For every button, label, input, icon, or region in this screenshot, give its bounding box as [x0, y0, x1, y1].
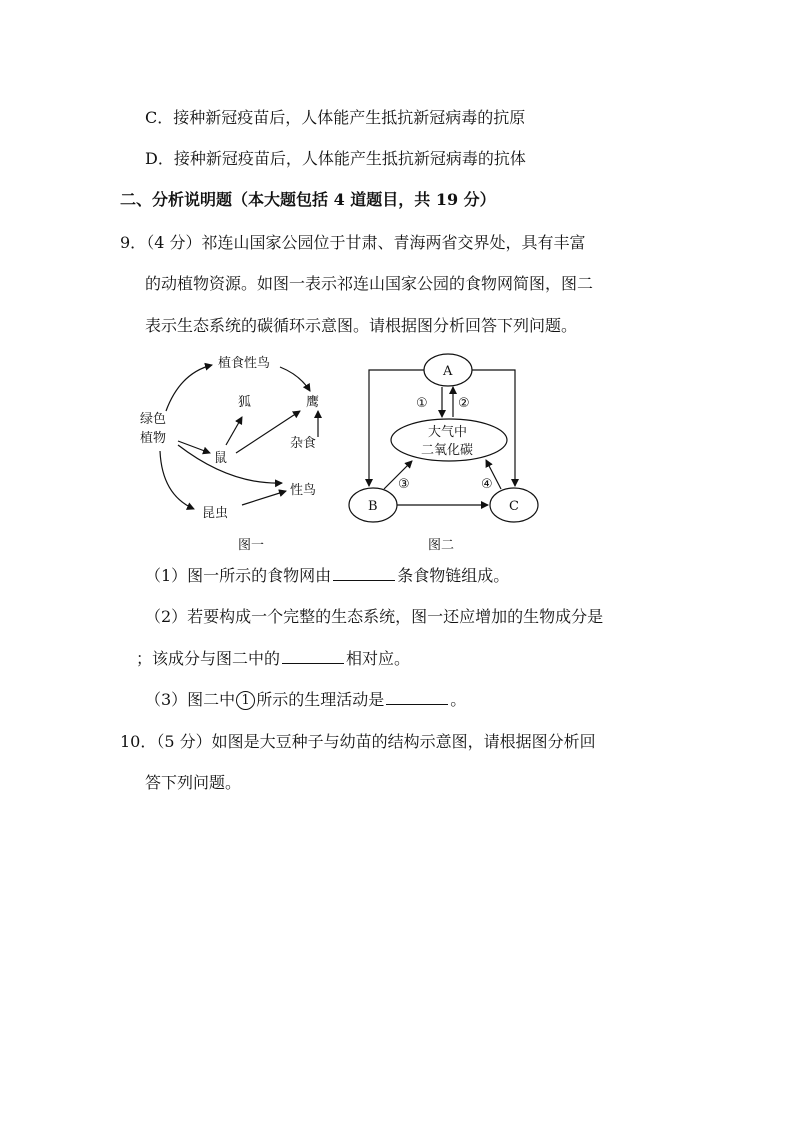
q9-stem-line3: 表示生态系统的碳循环示意图。请根据图分析回答下列问题。: [145, 316, 578, 335]
node-omnivore-bird-line2: 性鸟: [290, 483, 317, 498]
arrow-label-4: ④: [481, 477, 493, 492]
option-c: C．接种新冠疫苗后，人体能产生抵抗新冠病毒的抗原: [145, 108, 526, 127]
arrow-a-to-b: [369, 370, 424, 486]
node-eagle: 鹰: [306, 395, 320, 410]
q9-sub1-text-a: （1）图一所示的食物网由: [145, 566, 332, 585]
node-plant-line2: 植物: [140, 431, 167, 446]
q9-sub2-blank[interactable]: [282, 649, 344, 664]
figure1-food-web: [130, 345, 340, 555]
arrow-mouse-fox: [226, 417, 242, 445]
figure1-caption: 图一: [238, 538, 265, 553]
node-b-label: B: [368, 499, 378, 514]
q9-sub1-text-b: 条食物链组成。: [397, 566, 510, 585]
q9-sub1: [145, 566, 509, 586]
arrow-insect-omnibird: [242, 491, 286, 505]
q9-sub2-line2: [136, 649, 410, 669]
q10-stem-text1: （5 分）如图是大豆种子与幼苗的结构示意图，请根据图分析回: [156, 732, 596, 751]
q9-stem-line2: 的动植物资源。如图一表示祁连山国家公园的食物网简图，图二: [145, 274, 594, 293]
arrow-plant-mouse: [178, 441, 210, 453]
q9-sub3-text-c: 。: [450, 690, 467, 709]
figure2-caption: 图二: [428, 538, 455, 553]
q10-number: 10．: [120, 732, 157, 751]
arrow-a-to-c: [472, 370, 515, 486]
q9-number: 9．: [120, 233, 147, 252]
arrow-label-3: ③: [398, 477, 410, 492]
section-heading: 二、分析说明题（本大题包括 4 道题目，共 19 分）: [120, 190, 496, 209]
node-co2-line1: 大气中: [428, 425, 468, 440]
node-fox: 狐: [238, 395, 252, 410]
q9-sub3-text-a: （3）图二中: [145, 690, 236, 709]
node-plant-line1: 绿色: [140, 412, 167, 427]
figure2-carbon-cycle: [340, 345, 550, 555]
arrow-plant-herbbird: [166, 365, 212, 411]
q9-sub2-line1: （2）若要构成一个完整的生态系统，图一还应增加的生物成分是: [145, 607, 604, 626]
node-insect: 昆虫: [202, 506, 229, 521]
arrow-herbbird-eagle: [280, 367, 310, 391]
q9-sub3-text-b: 所示的生理活动是: [256, 690, 385, 709]
q9-sub2-text-b: ；该成分与图二中的: [136, 649, 281, 668]
node-c-label: C: [509, 499, 519, 514]
arrow-plant-omnibird: [178, 445, 282, 483]
arrow-plant-insect: [160, 451, 194, 509]
q10-stem-line1: [120, 732, 596, 752]
q9-sub1-blank[interactable]: [333, 566, 395, 581]
node-mouse: 鼠: [214, 451, 228, 466]
node-a-label: A: [443, 364, 453, 379]
arrow-label-1: ①: [416, 396, 428, 411]
option-d: D．接种新冠疫苗后，人体能产生抵抗新冠病毒的抗体: [145, 149, 526, 168]
q10-stem-line2: 答下列问题。: [145, 773, 242, 792]
q9-stem-text1: （4 分）祁连山国家公园位于甘肃、青海两省交界处，具有丰富: [146, 233, 586, 252]
node-omnivore-bird-line1: 杂食: [290, 436, 317, 451]
node-herbivore-bird: 植食性鸟: [218, 356, 271, 371]
q9-sub3-blank[interactable]: [386, 690, 448, 705]
q9-stem-line1: [120, 233, 585, 253]
circled-number-1: 1: [236, 691, 255, 710]
node-co2-line2: 二氧化碳: [421, 443, 474, 458]
arrow-label-2: ②: [458, 396, 470, 411]
q9-sub2-text-c: 相对应。: [346, 649, 411, 668]
q9-sub3: [145, 690, 466, 710]
